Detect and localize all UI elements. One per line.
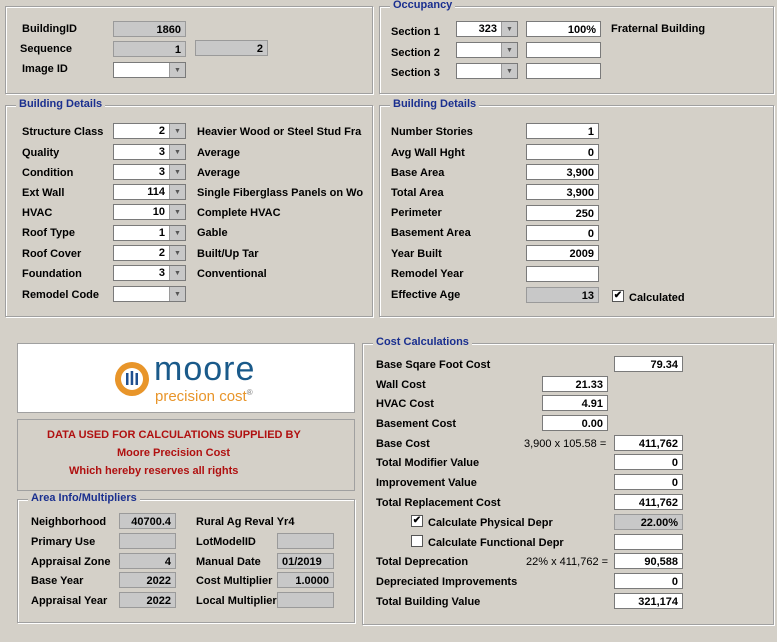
section-1-desc: Fraternal Building bbox=[611, 23, 706, 35]
building-id-field[interactable]: 1860 bbox=[113, 21, 186, 37]
avg-wall-hght-label: Avg Wall Hght bbox=[391, 147, 465, 159]
perimeter-field[interactable]: 250 bbox=[526, 205, 599, 221]
remodel-year-label: Remodel Year bbox=[391, 268, 464, 280]
appraisal-zone-field[interactable]: 4 bbox=[119, 553, 176, 569]
sequence-total-field[interactable]: 2 bbox=[195, 40, 268, 56]
section-1-code: 323 bbox=[478, 23, 497, 35]
cost-multiplier-label: Cost Multiplier bbox=[196, 575, 273, 587]
chevron-down-icon[interactable]: ▼ bbox=[169, 246, 185, 260]
ext-wall-combo[interactable] bbox=[113, 184, 186, 200]
effective-age-field[interactable]: 13 bbox=[526, 287, 599, 303]
hvac-value: 10 bbox=[152, 206, 165, 218]
structure-class-value: 2 bbox=[158, 125, 165, 137]
logo-tagline bbox=[155, 385, 253, 404]
calculated-checkbox[interactable] bbox=[612, 290, 624, 302]
basement-area-label: Basement Area bbox=[391, 227, 471, 239]
section-1-percent[interactable]: 100% bbox=[526, 21, 601, 37]
base-cost-label: Base Cost bbox=[376, 438, 430, 450]
total-replacement-field[interactable]: 411,762 bbox=[614, 494, 683, 510]
structure-class-desc: Heavier Wood or Steel Stud Fra bbox=[197, 126, 362, 138]
calculated-label: Calculated bbox=[629, 292, 685, 304]
chevron-down-icon[interactable]: ▼ bbox=[169, 124, 185, 138]
sequence-label: Sequence bbox=[20, 43, 72, 55]
moore-logo-icon bbox=[113, 360, 151, 398]
improvement-value-field[interactable]: 0 bbox=[614, 474, 683, 490]
depreciated-improvements-field[interactable]: 0 bbox=[614, 573, 683, 589]
year-built-field[interactable]: 2009 bbox=[526, 245, 599, 261]
number-stories-label: Number Stories bbox=[391, 126, 473, 138]
condition-combo[interactable] bbox=[113, 164, 186, 180]
image-id-combo[interactable] bbox=[113, 62, 186, 78]
sequence-field[interactable]: 1 bbox=[113, 41, 186, 57]
notice-line-3: Which hereby reserves all rights bbox=[69, 465, 239, 477]
base-area-label: Base Area bbox=[391, 167, 445, 179]
manual-date-label: Manual Date bbox=[196, 556, 261, 568]
chevron-down-icon[interactable]: ▼ bbox=[169, 145, 185, 159]
appraisal-year-label: Appraisal Year bbox=[31, 595, 108, 607]
year-built-label: Year Built bbox=[391, 248, 442, 260]
condition-value: 3 bbox=[158, 166, 165, 178]
chevron-down-icon[interactable]: ▼ bbox=[169, 287, 185, 301]
calc-functional-depr-checkbox[interactable] bbox=[411, 535, 423, 547]
roof-type-desc: Gable bbox=[197, 227, 228, 239]
total-replacement-label: Total Replacement Cost bbox=[376, 497, 501, 509]
basement-area-field[interactable]: 0 bbox=[526, 225, 599, 241]
chevron-down-icon[interactable]: ▼ bbox=[501, 43, 517, 57]
basement-cost-field[interactable]: 0.00 bbox=[542, 415, 608, 431]
total-depreciation-label: Total Deprecation bbox=[376, 556, 469, 568]
moore-logo-panel bbox=[17, 343, 355, 413]
structure-class-combo[interactable] bbox=[113, 123, 186, 139]
foundation-desc: Conventional bbox=[197, 268, 267, 280]
chevron-down-icon[interactable]: ▼ bbox=[169, 226, 185, 240]
local-multiplier-field[interactable] bbox=[277, 592, 334, 608]
calc-physical-depr-label: Calculate Physical Depr bbox=[428, 517, 553, 529]
section-3-combo[interactable] bbox=[456, 63, 518, 79]
hvac-combo[interactable] bbox=[113, 204, 186, 220]
lotmodelid-field[interactable] bbox=[277, 533, 334, 549]
chevron-down-icon[interactable]: ▼ bbox=[169, 63, 185, 77]
appraisal-year-field[interactable]: 2022 bbox=[119, 592, 176, 608]
total-depreciation-field[interactable]: 90,588 bbox=[614, 553, 683, 569]
building-details-left-title: Building Details bbox=[16, 98, 105, 110]
total-area-label: Total Area bbox=[391, 187, 444, 199]
section-2-label: Section 2 bbox=[391, 47, 440, 59]
foundation-label: Foundation bbox=[22, 268, 82, 280]
checkmark-icon: ✔ bbox=[412, 515, 422, 526]
roof-type-combo[interactable] bbox=[113, 225, 186, 241]
base-cost-field[interactable]: 411,762 bbox=[614, 435, 683, 451]
total-modifier-field[interactable]: 0 bbox=[614, 454, 683, 470]
functional-depr-pct-field[interactable] bbox=[614, 534, 683, 550]
section-2-percent[interactable] bbox=[526, 42, 601, 58]
section-3-code bbox=[457, 64, 501, 78]
logo-name: moore bbox=[154, 350, 256, 388]
roof-cover-combo[interactable] bbox=[113, 245, 186, 261]
calc-physical-depr-checkbox[interactable] bbox=[411, 515, 423, 527]
section-1-label: Section 1 bbox=[391, 26, 440, 38]
remodel-code-value bbox=[114, 287, 169, 301]
hvac-label: HVAC bbox=[22, 207, 53, 219]
chevron-down-icon[interactable]: ▼ bbox=[169, 165, 185, 179]
neighborhood-field[interactable]: 40700.4 bbox=[119, 513, 176, 529]
remodel-code-label: Remodel Code bbox=[22, 289, 100, 301]
depreciated-improvements-label: Depreciated Improvements bbox=[376, 576, 518, 588]
section-3-label: Section 3 bbox=[391, 67, 440, 79]
registered-mark: ® bbox=[246, 388, 253, 397]
building-id-label: BuildingID bbox=[22, 23, 77, 35]
physical-depr-pct-field[interactable]: 22.00% bbox=[614, 514, 683, 530]
condition-desc: Average bbox=[197, 167, 241, 179]
section-3-percent[interactable] bbox=[526, 63, 601, 79]
image-id-value bbox=[114, 63, 169, 77]
hvac-desc: Complete HVAC bbox=[197, 207, 281, 219]
effective-age-label: Effective Age bbox=[391, 289, 461, 301]
chevron-down-icon[interactable]: ▼ bbox=[169, 185, 185, 199]
area-info-title: Area Info/Multipliers bbox=[28, 492, 140, 504]
total-depreciation-formula: 22% x 411,762 = bbox=[526, 556, 609, 568]
base-area-field[interactable]: 3,900 bbox=[526, 164, 599, 180]
total-building-value-label: Total Building Value bbox=[376, 596, 481, 608]
roof-cover-value: 2 bbox=[158, 247, 165, 259]
perimeter-label: Perimeter bbox=[391, 207, 442, 219]
wall-cost-label: Wall Cost bbox=[376, 379, 426, 391]
roof-cover-desc: Built/Up Tar bbox=[197, 248, 259, 260]
quality-desc: Average bbox=[197, 147, 241, 159]
ext-wall-value: 114 bbox=[147, 186, 165, 198]
wall-cost-field[interactable]: 21.33 bbox=[542, 376, 608, 392]
quality-value: 3 bbox=[158, 146, 165, 158]
roof-cover-label: Roof Cover bbox=[22, 248, 82, 260]
base-cost-formula: 3,900 x 105.58 = bbox=[524, 438, 607, 450]
total-area-field[interactable]: 3,900 bbox=[526, 184, 599, 200]
local-multiplier-label: Local Multiplier bbox=[196, 595, 277, 607]
chevron-down-icon[interactable]: ▼ bbox=[169, 266, 185, 280]
total-building-value-field[interactable]: 321,174 bbox=[614, 593, 683, 609]
section-1-combo[interactable] bbox=[456, 21, 518, 37]
quality-combo[interactable] bbox=[113, 144, 186, 160]
chevron-down-icon[interactable]: ▼ bbox=[501, 22, 517, 36]
avg-wall-hght-field[interactable]: 0 bbox=[526, 144, 599, 160]
base-sqft-cost-label: Base Sqare Foot Cost bbox=[376, 359, 491, 371]
roof-type-label: Roof Type bbox=[22, 227, 75, 239]
number-stories-field[interactable]: 1 bbox=[526, 123, 599, 139]
hvac-cost-field[interactable]: 4.91 bbox=[542, 395, 608, 411]
basement-cost-label: Basement Cost bbox=[376, 418, 457, 430]
ext-wall-label: Ext Wall bbox=[22, 187, 65, 199]
primary-use-label: Primary Use bbox=[31, 536, 96, 548]
structure-class-label: Structure Class bbox=[22, 126, 104, 138]
chevron-down-icon[interactable]: ▼ bbox=[501, 64, 517, 78]
occupancy-title: Occupancy bbox=[390, 0, 455, 11]
lotmodelid-label: LotModelID bbox=[196, 536, 256, 548]
quality-label: Quality bbox=[22, 147, 60, 159]
remodel-year-field[interactable] bbox=[526, 266, 599, 282]
neighborhood-label: Neighborhood bbox=[31, 516, 107, 528]
notice-line-1: DATA USED FOR CALCULATIONS SUPPLIED BY bbox=[47, 429, 301, 441]
cost-multiplier-field[interactable]: 1.0000 bbox=[277, 572, 334, 588]
rural-ag-reval-label: Rural Ag Reval Yr4 bbox=[196, 516, 295, 528]
data-notice-panel bbox=[17, 419, 355, 491]
foundation-combo[interactable] bbox=[113, 265, 186, 281]
base-year-label: Base Year bbox=[31, 575, 84, 587]
appraisal-zone-label: Appraisal Zone bbox=[31, 556, 111, 568]
building-details-right-title: Building Details bbox=[390, 98, 479, 110]
base-year-field[interactable]: 2022 bbox=[119, 572, 176, 588]
manual-date-field[interactable]: 01/2019 bbox=[277, 553, 334, 569]
checkmark-icon: ✔ bbox=[613, 290, 623, 301]
cost-calculations-title: Cost Calculations bbox=[373, 336, 472, 348]
foundation-value: 3 bbox=[158, 267, 165, 279]
hvac-cost-label: HVAC Cost bbox=[376, 398, 434, 410]
remodel-code-combo[interactable] bbox=[113, 286, 186, 302]
roof-type-value: 1 bbox=[158, 227, 165, 239]
ext-wall-desc: Single Fiberglass Panels on Wo bbox=[197, 187, 364, 199]
base-sqft-cost-field[interactable]: 79.34 bbox=[614, 356, 683, 372]
section-2-combo[interactable] bbox=[456, 42, 518, 58]
total-modifier-label: Total Modifier Value bbox=[376, 457, 480, 469]
primary-use-field[interactable] bbox=[119, 533, 176, 549]
chevron-down-icon[interactable]: ▼ bbox=[169, 205, 185, 219]
notice-line-2: Moore Precision Cost bbox=[117, 447, 231, 459]
improvement-value-label: Improvement Value bbox=[376, 477, 477, 489]
condition-label: Condition bbox=[22, 167, 74, 179]
calc-functional-depr-label: Calculate Functional Depr bbox=[428, 537, 564, 549]
logo-tagline-text: precision cost bbox=[155, 388, 247, 405]
section-2-code bbox=[457, 43, 501, 57]
image-id-label: Image ID bbox=[22, 63, 68, 75]
